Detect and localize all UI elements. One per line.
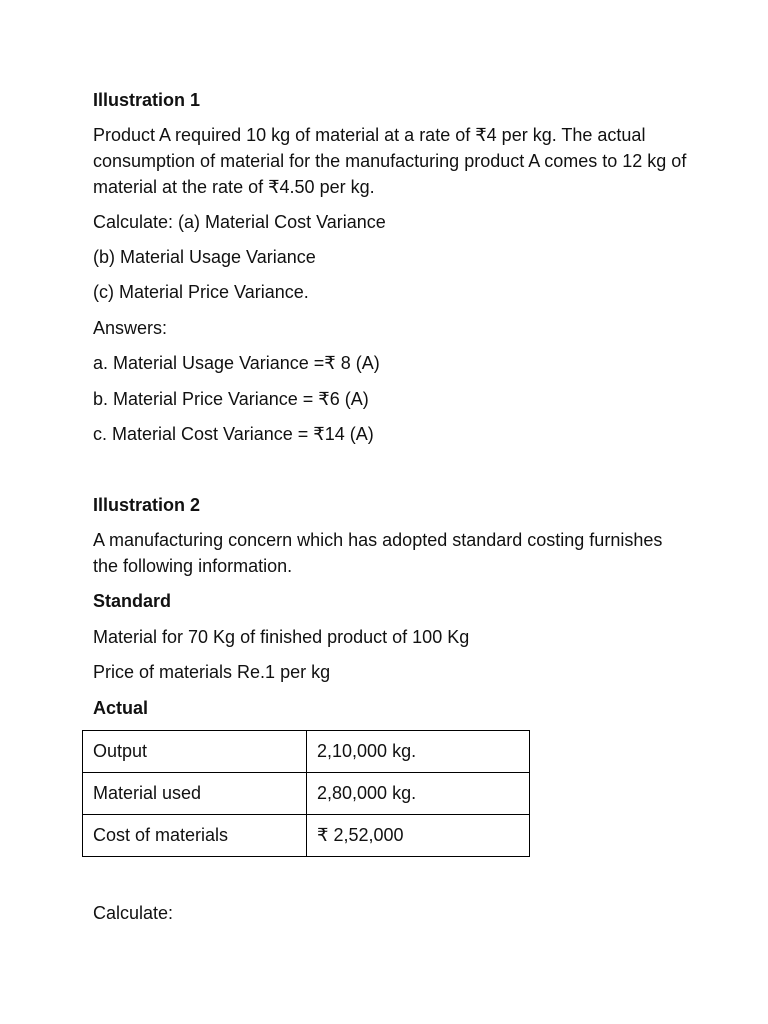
calculate-b: (b) Material Usage Variance	[93, 247, 316, 267]
answer-b: b. Material Price Variance = ₹6 (A)	[93, 389, 369, 409]
standard-label: Standard	[93, 591, 172, 611]
illustration-2-heading: Illustration 2	[93, 495, 201, 515]
table-row	[83, 815, 530, 857]
table-cell-value: 2,80,000 kg.	[307, 773, 530, 815]
actual-label: Actual	[93, 698, 149, 718]
illustration-2-intro: A manufacturing concern which has adopted standard costing furnishes the following information.	[93, 530, 663, 576]
table-cell-label: Cost of materials	[83, 815, 307, 857]
table-cell-value: ₹ 2,52,000	[307, 815, 530, 857]
answers-label: Answers:	[93, 318, 168, 338]
answer-a: a. Material Usage Variance =₹ 8 (A)	[93, 353, 380, 373]
illustration-1-problem: Product A required 10 kg of material at a rate of ₹4 per kg. The actual consumption of material for the manufacturing product A comes to 12 kg of material at the rate of ₹4.50 per kg.	[93, 125, 687, 197]
standard-line-1: Material for 70 Kg of finished product of 100 Kg	[93, 627, 470, 647]
table-cell-label: Output	[83, 731, 307, 773]
table-row	[83, 773, 530, 815]
calculate-label: Calculate:	[93, 903, 174, 923]
calculate-a: Calculate: (a) Material Cost Variance	[93, 212, 386, 232]
table-cell-label: Material used	[83, 773, 307, 815]
actual-table	[82, 730, 530, 857]
answer-c: c. Material Cost Variance = ₹14 (A)	[93, 424, 374, 444]
illustration-1-heading: Illustration 1	[93, 90, 201, 110]
calculate-c: (c) Material Price Variance.	[93, 282, 309, 302]
standard-line-2: Price of materials Re.1 per kg	[93, 662, 331, 682]
table-row	[83, 731, 530, 773]
table-cell-value: 2,10,000 kg.	[307, 731, 530, 773]
